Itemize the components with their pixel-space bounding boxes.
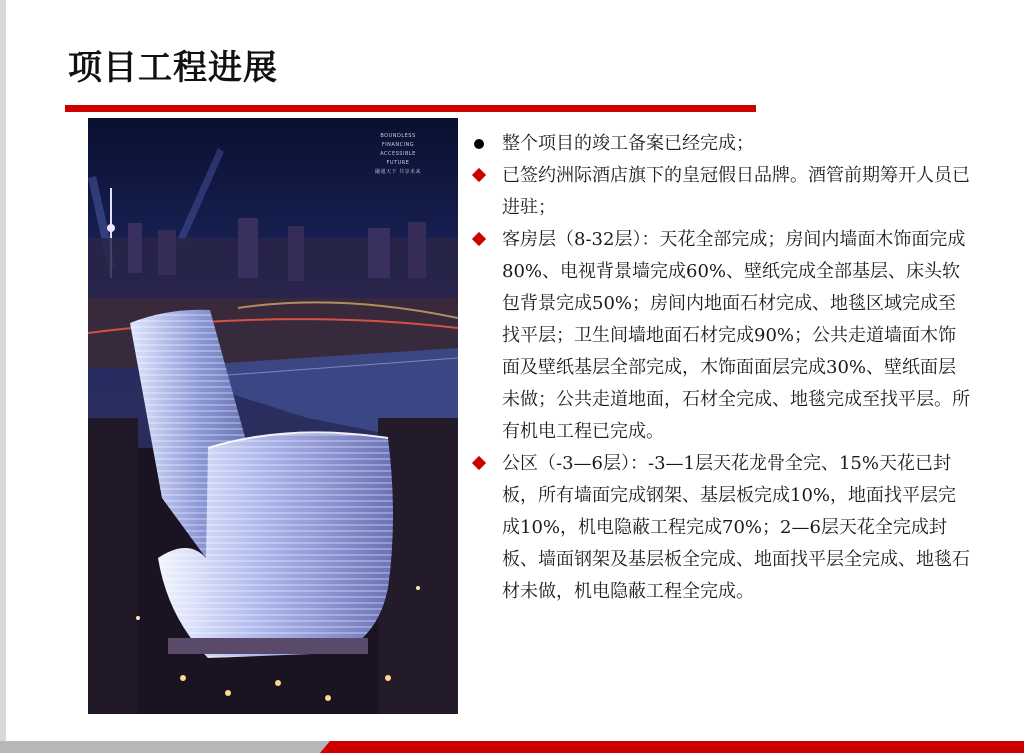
tagline-line: BOUNDLESS (380, 133, 416, 139)
list-item (470, 448, 970, 608)
tagline-line: ACCESSIBLE (380, 151, 416, 157)
list-item-text: 已签约洲际酒店旗下的皇冠假日品牌。酒管前期筹开人员已进驻； (502, 165, 970, 218)
diamond-icon (470, 224, 492, 256)
progress-list (470, 128, 970, 608)
title-underline (65, 105, 756, 112)
page-title: 项目工程进展 (68, 48, 278, 88)
list-item (470, 160, 970, 224)
diamond-icon (470, 160, 492, 192)
list-item-text: 整个项目的竣工备案已经完成； (502, 133, 754, 154)
tagline-line: FINANCING (381, 142, 415, 148)
tagline-line: FUTURE (386, 160, 410, 166)
list-item (470, 224, 970, 448)
building-photo (88, 118, 458, 714)
list-item-text: 客房层（8-32层）：天花全部完成；房间内墙面木饰面完成80%、电视背景墙完成60%、壁纸完成全部基层、床头软包背景完成50%；房间内地面石材完成、地毯区域完成至找平层；卫生间墙地面石材完成90%；公共走道墙面木饰面及壁纸基层全部完成，木饰面面层完成30%、壁纸面层未做；公共走道地面，石材全完成、地毯完成至找平层。所有机电工程已完成。 (502, 229, 970, 442)
tagline-line: 融通天下 共享未来 (374, 169, 422, 175)
dot-icon (470, 128, 492, 160)
list-item (470, 128, 970, 160)
slide-left-edge (0, 0, 6, 753)
diamond-icon (470, 448, 492, 480)
footer-accent (320, 741, 1024, 753)
photo-tagline (358, 132, 438, 177)
list-item-text: 公区（-3—6层）：-3—1层天花龙骨全完、15%天花已封板，所有墙面完成钢架、基层板完成10%，地面找平层完成10%，机电隐蔽工程完成70%；2—6层天花全完成封板、墙面钢架及基层板全完成、地面找平层全完成、地毯石材未做，机电隐蔽工程全完成。 (502, 453, 970, 602)
